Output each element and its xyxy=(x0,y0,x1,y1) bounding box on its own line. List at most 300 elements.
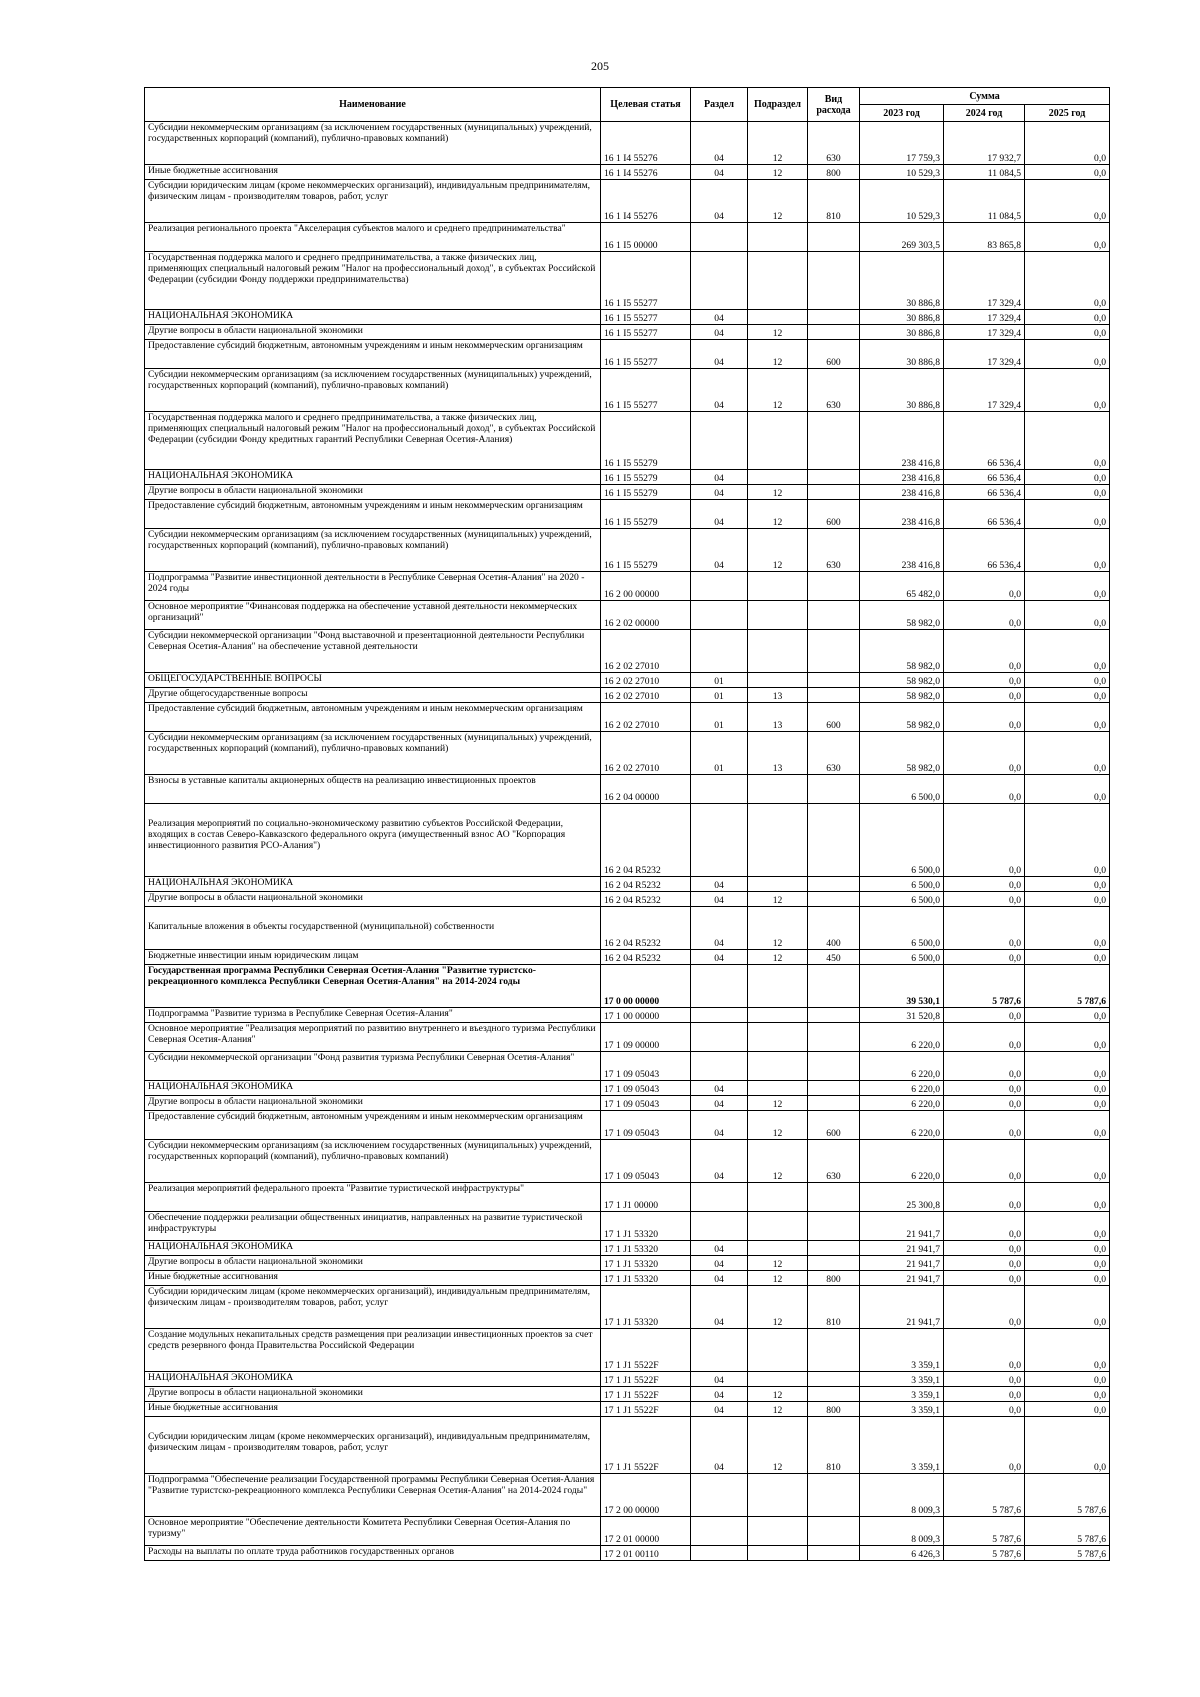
row-subsection xyxy=(748,1517,808,1546)
row-target-code: 16 2 04 00000 xyxy=(601,775,691,804)
row-sum-2025: 0,0 xyxy=(1025,1241,1110,1256)
row-sum-2023: 8 009,3 xyxy=(860,1474,944,1517)
row-target-code: 16 2 02 27010 xyxy=(601,673,691,688)
row-expense-type: 630 xyxy=(808,529,860,572)
row-sum-2023: 6 500,0 xyxy=(860,877,944,892)
row-target-code: 17 1 J1 5522F xyxy=(601,1402,691,1417)
row-section: 04 xyxy=(691,1140,748,1183)
row-target-code: 16 2 00 00000 xyxy=(601,572,691,601)
row-expense-type xyxy=(808,470,860,485)
row-sum-2023: 58 982,0 xyxy=(860,601,944,630)
row-section xyxy=(691,1517,748,1546)
row-name: Субсидии некоммерческим организациям (за исключением государственных (муниципальных) учреждений, государственных корпораций (компаний), публично-правовых компаний) xyxy=(145,732,601,775)
row-sum-2025: 0,0 xyxy=(1025,1256,1110,1271)
row-section xyxy=(691,1474,748,1517)
row-name: Реализация мероприятий по социально-экономическому развитию субъектов Российской Федерации, входящих в состав Северо-Кавказского федерального округа (имущественный взнос АО "Корпорация инвестиционного развития РСО-Алания") xyxy=(145,804,601,877)
row-sum-2025: 0,0 xyxy=(1025,703,1110,732)
row-target-code: 16 1 I5 55277 xyxy=(601,252,691,310)
row-name: Другие вопросы в области национальной экономики xyxy=(145,1387,601,1402)
row-sum-2023: 30 886,8 xyxy=(860,369,944,412)
row-expense-type xyxy=(808,1096,860,1111)
table-row xyxy=(145,529,1110,572)
row-target-code: 16 2 02 00000 xyxy=(601,601,691,630)
row-subsection: 12 xyxy=(748,1271,808,1286)
header-sum: Сумма xyxy=(860,88,1110,105)
row-sum-2025: 0,0 xyxy=(1025,180,1110,223)
row-expense-type xyxy=(808,1372,860,1387)
row-subsection xyxy=(748,601,808,630)
row-subsection xyxy=(748,965,808,1008)
row-expense-type xyxy=(808,1241,860,1256)
row-sum-2023: 21 941,7 xyxy=(860,1212,944,1241)
row-sum-2024: 0,0 xyxy=(944,1008,1025,1023)
row-section: 04 xyxy=(691,500,748,529)
row-name: НАЦИОНАЛЬНАЯ ЭКОНОМИКА xyxy=(145,877,601,892)
row-name: Иные бюджетные ассигнования xyxy=(145,1402,601,1417)
row-sum-2024: 0,0 xyxy=(944,892,1025,907)
row-subsection xyxy=(748,1023,808,1052)
row-name: Взносы в уставные капиталы акционерных обществ на реализацию инвестиционных проектов xyxy=(145,775,601,804)
row-sum-2023: 6 500,0 xyxy=(860,950,944,965)
row-name: Государственная поддержка малого и среднего предпринимательства, а также физических лиц, применяющих специальный налоговый режим "Налог на профессиональный доход", в субъектах Российской Федерации (субсидии Фонду поддержки предпринимательства) xyxy=(145,252,601,310)
row-name: Другие вопросы в области национальной экономики xyxy=(145,1256,601,1271)
row-section: 04 xyxy=(691,180,748,223)
row-sum-2025: 0,0 xyxy=(1025,1008,1110,1023)
row-name: Субсидии некоммерческим организациям (за исключением государственных (муниципальных) учреждений, государственных корпораций (компаний), публично-правовых компаний) xyxy=(145,529,601,572)
table-row xyxy=(145,412,1110,470)
row-target-code: 17 1 00 00000 xyxy=(601,1008,691,1023)
row-sum-2023: 3 359,1 xyxy=(860,1387,944,1402)
row-target-code: 16 1 I4 55276 xyxy=(601,165,691,180)
row-expense-type xyxy=(808,775,860,804)
row-target-code: 16 2 04 R5232 xyxy=(601,892,691,907)
row-sum-2024: 0,0 xyxy=(944,1183,1025,1212)
row-section: 04 xyxy=(691,1372,748,1387)
row-sum-2025: 5 787,6 xyxy=(1025,965,1110,1008)
row-section xyxy=(691,1052,748,1081)
row-name: Подпрограмма "Развитие туризма в Республике Северная Осетия-Алания" xyxy=(145,1008,601,1023)
row-sum-2023: 58 982,0 xyxy=(860,630,944,673)
row-sum-2023: 31 520,8 xyxy=(860,1008,944,1023)
row-target-code: 16 1 I4 55276 xyxy=(601,180,691,223)
row-section: 01 xyxy=(691,732,748,775)
row-target-code: 16 2 02 27010 xyxy=(601,688,691,703)
row-subsection xyxy=(748,1081,808,1096)
row-sum-2023: 3 359,1 xyxy=(860,1417,944,1474)
table-row xyxy=(145,1329,1110,1372)
row-name: НАЦИОНАЛЬНАЯ ЭКОНОМИКА xyxy=(145,310,601,325)
row-name: Основное мероприятие "Обеспечение деятельности Комитета Республики Северная Осетия-Алания по туризму" xyxy=(145,1517,601,1546)
row-target-code: 16 2 02 27010 xyxy=(601,732,691,775)
row-sum-2024: 0,0 xyxy=(944,775,1025,804)
row-target-code: 16 1 I5 55279 xyxy=(601,529,691,572)
row-sum-2025: 0,0 xyxy=(1025,1329,1110,1372)
row-sum-2024: 0,0 xyxy=(944,601,1025,630)
row-section: 04 xyxy=(691,1387,748,1402)
table-row xyxy=(145,1052,1110,1081)
row-name: Другие вопросы в области национальной экономики xyxy=(145,325,601,340)
row-expense-type: 600 xyxy=(808,500,860,529)
table-row xyxy=(145,369,1110,412)
row-sum-2023: 30 886,8 xyxy=(860,252,944,310)
row-section: 04 xyxy=(691,1256,748,1271)
row-expense-type: 800 xyxy=(808,1271,860,1286)
table-row xyxy=(145,630,1110,673)
table-row xyxy=(145,1183,1110,1212)
row-subsection xyxy=(748,310,808,325)
row-expense-type: 810 xyxy=(808,180,860,223)
row-section: 04 xyxy=(691,1111,748,1140)
row-sum-2024: 0,0 xyxy=(944,1417,1025,1474)
row-name: Подпрограмма "Обеспечение реализации Государственной программы Республики Северная Осетия-Алания "Развитие туристско-рекреационного комплекса Республики Северная Осетия-Алания" на 2014-2024 годы" xyxy=(145,1474,601,1517)
row-sum-2025: 0,0 xyxy=(1025,688,1110,703)
row-target-code: 16 1 I5 00000 xyxy=(601,223,691,252)
row-target-code: 17 1 J1 53320 xyxy=(601,1271,691,1286)
row-sum-2025: 0,0 xyxy=(1025,892,1110,907)
table-row xyxy=(145,572,1110,601)
row-name: Предоставление субсидий бюджетным, автономным учреждениям и иным некоммерческим организациям xyxy=(145,340,601,369)
row-expense-type xyxy=(808,572,860,601)
row-sum-2025: 0,0 xyxy=(1025,1183,1110,1212)
row-expense-type: 810 xyxy=(808,1417,860,1474)
row-target-code: 17 2 01 00000 xyxy=(601,1517,691,1546)
header-section: Раздел xyxy=(691,88,748,122)
row-expense-type xyxy=(808,877,860,892)
row-sum-2025: 0,0 xyxy=(1025,630,1110,673)
row-section: 04 xyxy=(691,369,748,412)
row-subsection: 12 xyxy=(748,1096,808,1111)
row-name: Предоставление субсидий бюджетным, автономным учреждениям и иным некоммерческим организациям xyxy=(145,500,601,529)
row-sum-2023: 10 529,3 xyxy=(860,165,944,180)
row-subsection xyxy=(748,804,808,877)
row-sum-2024: 0,0 xyxy=(944,688,1025,703)
table-row xyxy=(145,1402,1110,1417)
row-expense-type xyxy=(808,1546,860,1561)
row-sum-2025: 0,0 xyxy=(1025,1052,1110,1081)
row-name: НАЦИОНАЛЬНАЯ ЭКОНОМИКА xyxy=(145,1241,601,1256)
row-expense-type xyxy=(808,1081,860,1096)
row-expense-type: 600 xyxy=(808,1111,860,1140)
row-sum-2024: 66 536,4 xyxy=(944,412,1025,470)
table-row xyxy=(145,703,1110,732)
row-expense-type: 800 xyxy=(808,165,860,180)
row-sum-2024: 0,0 xyxy=(944,907,1025,950)
row-section: 04 xyxy=(691,340,748,369)
row-subsection: 12 xyxy=(748,180,808,223)
row-name: Субсидии некоммерческим организациям (за исключением государственных (муниципальных) учреждений, государственных корпораций (компаний), публично-правовых компаний) xyxy=(145,1140,601,1183)
row-section xyxy=(691,630,748,673)
row-sum-2025: 0,0 xyxy=(1025,310,1110,325)
row-sum-2025: 5 787,6 xyxy=(1025,1546,1110,1561)
budget-table xyxy=(144,87,1110,1561)
row-subsection xyxy=(748,1546,808,1561)
row-name: Предоставление субсидий бюджетным, автономным учреждениям и иным некоммерческим организациям xyxy=(145,703,601,732)
row-target-code: 17 1 09 05043 xyxy=(601,1081,691,1096)
row-name: ОБЩЕГОСУДАРСТВЕННЫЕ ВОПРОСЫ xyxy=(145,673,601,688)
row-sum-2024: 5 787,6 xyxy=(944,1474,1025,1517)
table-row xyxy=(145,1096,1110,1111)
row-sum-2025: 0,0 xyxy=(1025,529,1110,572)
row-name: Основное мероприятие "Финансовая поддержка на обеспечение уставной деятельности некоммерческих организаций" xyxy=(145,601,601,630)
row-name: Создание модульных некапитальных средств размещения при реализации инвестиционных проектов за счет средств резервного фонда Правительства Российской Федерации xyxy=(145,1329,601,1372)
row-name: Субсидии некоммерческой организации "Фонд развития туризма Республики Северная Осетия-Алания" xyxy=(145,1052,601,1081)
table-row xyxy=(145,180,1110,223)
row-expense-type xyxy=(808,1023,860,1052)
row-name: Капитальные вложения в объекты государственной (муниципальной) собственности xyxy=(145,907,601,950)
row-sum-2024: 0,0 xyxy=(944,1023,1025,1052)
row-expense-type xyxy=(808,325,860,340)
row-sum-2024: 0,0 xyxy=(944,1256,1025,1271)
row-name: Иные бюджетные ассигнования xyxy=(145,165,601,180)
row-target-code: 16 2 04 R5232 xyxy=(601,877,691,892)
row-target-code: 16 1 I5 55279 xyxy=(601,500,691,529)
row-sum-2024: 0,0 xyxy=(944,1052,1025,1081)
row-sum-2023: 238 416,8 xyxy=(860,412,944,470)
row-subsection: 13 xyxy=(748,703,808,732)
row-sum-2024: 66 536,4 xyxy=(944,529,1025,572)
row-expense-type xyxy=(808,892,860,907)
row-sum-2023: 6 220,0 xyxy=(860,1111,944,1140)
table-row xyxy=(145,1474,1110,1517)
row-name: Субсидии юридическим лицам (кроме некоммерческих организаций), индивидуальным предпринимателям, физическим лицам - производителям товаров, работ, услуг xyxy=(145,1417,601,1474)
row-target-code: 17 1 J1 5522F xyxy=(601,1387,691,1402)
row-sum-2023: 3 359,1 xyxy=(860,1402,944,1417)
row-target-code: 17 0 00 00000 xyxy=(601,965,691,1008)
row-expense-type xyxy=(808,485,860,500)
row-name: Бюджетные инвестиции иным юридическим лицам xyxy=(145,950,601,965)
header-year-2025: 2025 год xyxy=(1025,105,1110,122)
row-name: Государственная программа Республики Северная Осетия-Алания "Развитие туристско-рекреационного комплекса Республики Северная Осетия-Алания" на 2014-2024 годы xyxy=(145,965,601,1008)
row-sum-2025: 0,0 xyxy=(1025,1286,1110,1329)
row-section xyxy=(691,412,748,470)
row-expense-type xyxy=(808,223,860,252)
row-expense-type: 600 xyxy=(808,340,860,369)
row-target-code: 17 1 J1 53320 xyxy=(601,1241,691,1256)
row-subsection: 12 xyxy=(748,1286,808,1329)
table-row xyxy=(145,1271,1110,1286)
row-sum-2024: 17 329,4 xyxy=(944,325,1025,340)
row-section: 04 xyxy=(691,1417,748,1474)
row-expense-type xyxy=(808,252,860,310)
row-section: 04 xyxy=(691,1096,748,1111)
table-row xyxy=(145,601,1110,630)
row-subsection: 12 xyxy=(748,1111,808,1140)
row-sum-2023: 21 941,7 xyxy=(860,1271,944,1286)
row-target-code: 16 2 04 R5232 xyxy=(601,907,691,950)
row-expense-type xyxy=(808,1008,860,1023)
row-subsection xyxy=(748,775,808,804)
row-target-code: 16 1 I5 55277 xyxy=(601,340,691,369)
row-section: 04 xyxy=(691,907,748,950)
row-expense-type: 630 xyxy=(808,732,860,775)
row-target-code: 17 1 J1 5522F xyxy=(601,1329,691,1372)
row-name: НАЦИОНАЛЬНАЯ ЭКОНОМИКА xyxy=(145,1372,601,1387)
row-target-code: 17 1 09 05043 xyxy=(601,1140,691,1183)
row-expense-type: 630 xyxy=(808,1140,860,1183)
table-row xyxy=(145,340,1110,369)
row-section: 04 xyxy=(691,485,748,500)
row-name: НАЦИОНАЛЬНАЯ ЭКОНОМИКА xyxy=(145,1081,601,1096)
row-target-code: 17 1 J1 53320 xyxy=(601,1256,691,1271)
row-sum-2024: 0,0 xyxy=(944,1096,1025,1111)
row-sum-2023: 10 529,3 xyxy=(860,180,944,223)
row-subsection xyxy=(748,572,808,601)
row-sum-2024: 0,0 xyxy=(944,703,1025,732)
row-subsection: 12 xyxy=(748,907,808,950)
row-sum-2023: 58 982,0 xyxy=(860,703,944,732)
row-section: 04 xyxy=(691,877,748,892)
row-sum-2023: 238 416,8 xyxy=(860,529,944,572)
table-row xyxy=(145,470,1110,485)
row-expense-type xyxy=(808,688,860,703)
row-sum-2024: 0,0 xyxy=(944,1241,1025,1256)
row-subsection xyxy=(748,630,808,673)
row-target-code: 16 2 04 R5232 xyxy=(601,804,691,877)
table-row xyxy=(145,1372,1110,1387)
row-sum-2024: 0,0 xyxy=(944,1329,1025,1372)
row-expense-type xyxy=(808,310,860,325)
row-sum-2024: 0,0 xyxy=(944,1111,1025,1140)
row-subsection xyxy=(748,412,808,470)
row-subsection: 13 xyxy=(748,688,808,703)
row-section: 04 xyxy=(691,1286,748,1329)
header-name: Наименование xyxy=(145,88,601,122)
table-row xyxy=(145,673,1110,688)
row-subsection: 12 xyxy=(748,1402,808,1417)
row-sum-2023: 269 303,5 xyxy=(860,223,944,252)
row-sum-2024: 0,0 xyxy=(944,1387,1025,1402)
row-section: 01 xyxy=(691,703,748,732)
row-sum-2023: 238 416,8 xyxy=(860,470,944,485)
row-expense-type xyxy=(808,1212,860,1241)
row-target-code: 17 1 J1 00000 xyxy=(601,1183,691,1212)
row-subsection: 12 xyxy=(748,325,808,340)
header-subsection: Подраздел xyxy=(748,88,808,122)
table-row xyxy=(145,877,1110,892)
row-subsection xyxy=(748,1474,808,1517)
table-row xyxy=(145,1008,1110,1023)
row-target-code: 16 2 02 27010 xyxy=(601,703,691,732)
row-sum-2024: 66 536,4 xyxy=(944,485,1025,500)
table-row xyxy=(145,325,1110,340)
row-expense-type xyxy=(808,1329,860,1372)
row-sum-2025: 5 787,6 xyxy=(1025,1474,1110,1517)
row-subsection xyxy=(748,673,808,688)
row-sum-2025: 0,0 xyxy=(1025,1372,1110,1387)
row-target-code: 17 1 J1 53320 xyxy=(601,1212,691,1241)
row-target-code: 17 1 J1 5522F xyxy=(601,1417,691,1474)
row-subsection xyxy=(748,252,808,310)
table-row xyxy=(145,1140,1110,1183)
row-subsection: 12 xyxy=(748,485,808,500)
row-sum-2025: 5 787,6 xyxy=(1025,1517,1110,1546)
row-subsection: 12 xyxy=(748,1140,808,1183)
row-target-code: 16 1 I5 55279 xyxy=(601,412,691,470)
table-row xyxy=(145,1286,1110,1329)
row-target-code: 17 2 00 00000 xyxy=(601,1474,691,1517)
row-subsection xyxy=(748,470,808,485)
row-sum-2025: 0,0 xyxy=(1025,804,1110,877)
row-section xyxy=(691,775,748,804)
row-section: 01 xyxy=(691,673,748,688)
row-sum-2025: 0,0 xyxy=(1025,572,1110,601)
table-row xyxy=(145,965,1110,1008)
row-expense-type: 600 xyxy=(808,703,860,732)
row-target-code: 16 1 I5 55277 xyxy=(601,310,691,325)
row-section: 04 xyxy=(691,1271,748,1286)
table-row xyxy=(145,310,1110,325)
row-sum-2023: 30 886,8 xyxy=(860,310,944,325)
row-expense-type xyxy=(808,630,860,673)
row-sum-2025: 0,0 xyxy=(1025,950,1110,965)
row-subsection: 12 xyxy=(748,1387,808,1402)
row-sum-2025: 0,0 xyxy=(1025,1096,1110,1111)
row-sum-2024: 5 787,6 xyxy=(944,1517,1025,1546)
row-name: Субсидии юридическим лицам (кроме некоммерческих организаций), индивидуальным предпринимателям, физическим лицам - производителям товаров, работ, услуг xyxy=(145,1286,601,1329)
row-name: Расходы на выплаты по оплате труда работников государственных органов xyxy=(145,1546,601,1561)
row-sum-2023: 238 416,8 xyxy=(860,485,944,500)
row-target-code: 17 1 09 05043 xyxy=(601,1052,691,1081)
row-subsection: 12 xyxy=(748,340,808,369)
row-sum-2025: 0,0 xyxy=(1025,165,1110,180)
row-section xyxy=(691,804,748,877)
row-expense-type xyxy=(808,1517,860,1546)
row-sum-2025: 0,0 xyxy=(1025,673,1110,688)
row-subsection: 12 xyxy=(748,1256,808,1271)
table-header xyxy=(145,88,1110,122)
row-subsection: 12 xyxy=(748,529,808,572)
row-sum-2024: 0,0 xyxy=(944,732,1025,775)
row-sum-2025: 0,0 xyxy=(1025,775,1110,804)
row-sum-2023: 17 759,3 xyxy=(860,122,944,165)
row-section xyxy=(691,1212,748,1241)
row-name: Другие вопросы в области национальной экономики xyxy=(145,1096,601,1111)
row-sum-2024: 83 865,8 xyxy=(944,223,1025,252)
row-sum-2025: 0,0 xyxy=(1025,1111,1110,1140)
row-expense-type: 800 xyxy=(808,1402,860,1417)
row-sum-2024: 11 084,5 xyxy=(944,180,1025,223)
row-name: Другие вопросы в области национальной экономики xyxy=(145,892,601,907)
row-expense-type: 450 xyxy=(808,950,860,965)
row-sum-2025: 0,0 xyxy=(1025,500,1110,529)
row-sum-2024: 0,0 xyxy=(944,950,1025,965)
row-sum-2023: 3 359,1 xyxy=(860,1372,944,1387)
header-code: Целевая статья xyxy=(601,88,691,122)
row-expense-type: 630 xyxy=(808,122,860,165)
row-sum-2025: 0,0 xyxy=(1025,732,1110,775)
row-expense-type: 630 xyxy=(808,369,860,412)
table-row xyxy=(145,223,1110,252)
row-sum-2024: 0,0 xyxy=(944,630,1025,673)
row-sum-2024: 17 329,4 xyxy=(944,252,1025,310)
row-sum-2025: 0,0 xyxy=(1025,601,1110,630)
table-row xyxy=(145,892,1110,907)
row-section xyxy=(691,1546,748,1561)
row-sum-2023: 6 500,0 xyxy=(860,892,944,907)
row-sum-2025: 0,0 xyxy=(1025,1212,1110,1241)
row-sum-2025: 0,0 xyxy=(1025,877,1110,892)
row-sum-2024: 0,0 xyxy=(944,1271,1025,1286)
row-subsection: 12 xyxy=(748,369,808,412)
row-section xyxy=(691,572,748,601)
row-sum-2024: 0,0 xyxy=(944,1081,1025,1096)
row-section xyxy=(691,601,748,630)
row-sum-2023: 58 982,0 xyxy=(860,732,944,775)
table-row xyxy=(145,1546,1110,1561)
row-name: Государственная поддержка малого и среднего предпринимательства, а также физических лиц, применяющих специальный налоговый режим "Налог на профессиональный доход", в субъектах Российской Федерации (субсидии Фонду кредитных гарантий Республики Северная Осетия-Алания) xyxy=(145,412,601,470)
row-target-code: 16 2 02 27010 xyxy=(601,630,691,673)
table-row xyxy=(145,1387,1110,1402)
